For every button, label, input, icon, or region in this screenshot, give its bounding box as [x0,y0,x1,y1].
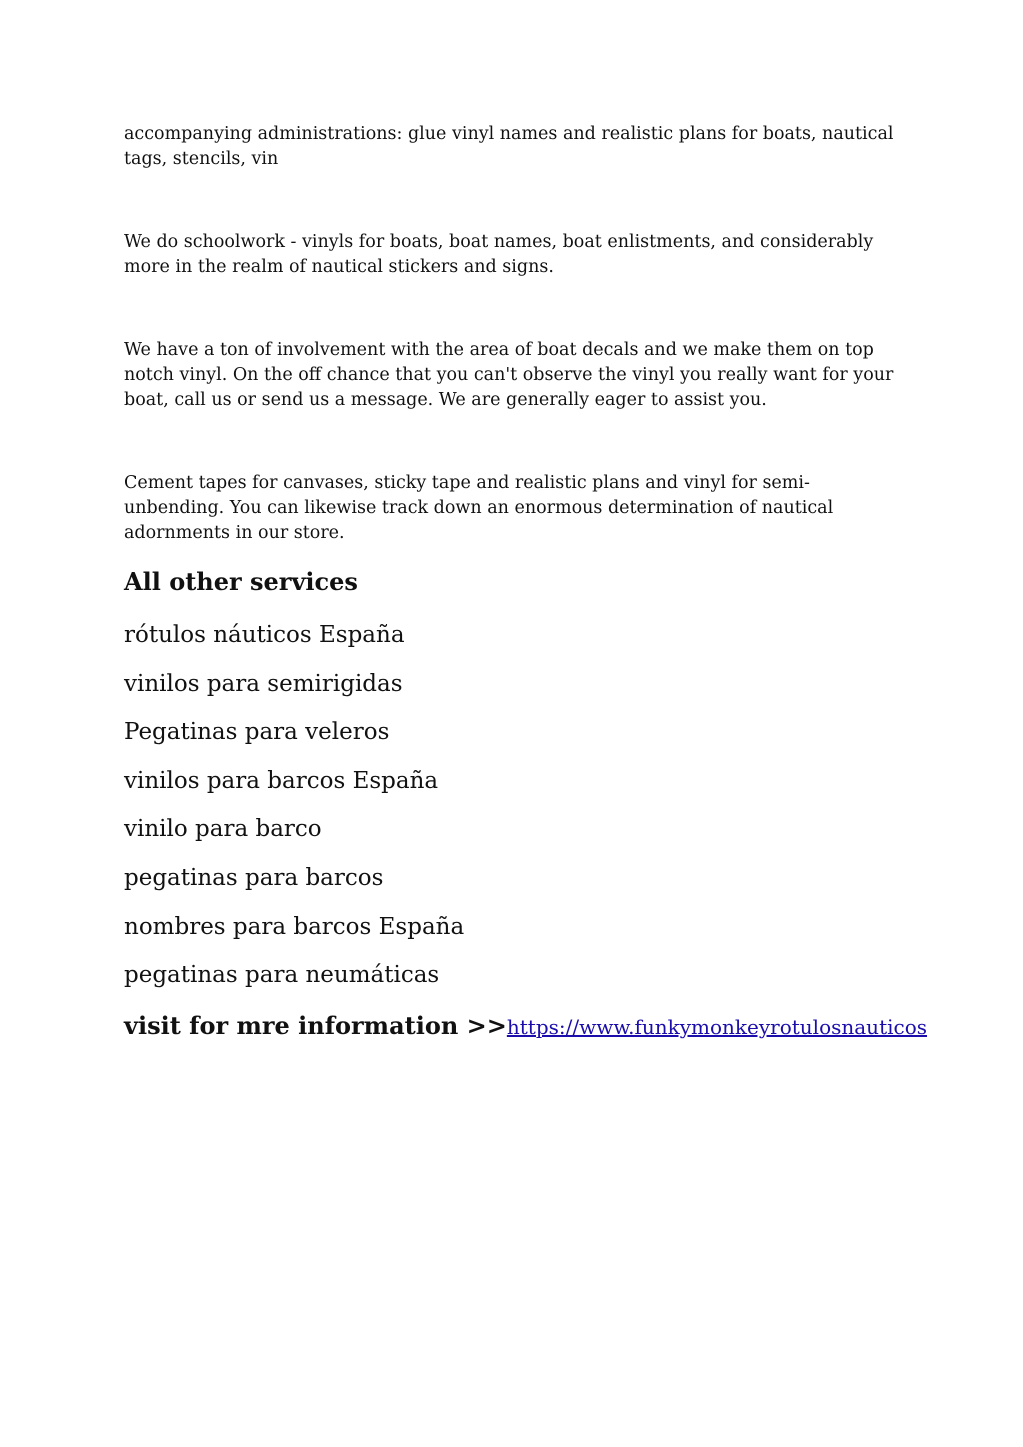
service-item: pegatinas para barcos [124,864,384,891]
service-item: nombres para barcos España [124,913,465,940]
website-link[interactable]: https://www.funkymonkeyrotulosnauticos [506,1014,928,1039]
visit-line [124,1002,928,1053]
intro-paragraph-2: We do schoolwork - vinyls for boats, boat names, boat enlistments, and considerably more in the realm of nautical stickers and signs. [124,232,874,277]
services-heading: All other services [124,567,358,596]
services-list [124,611,904,1000]
intro-paragraph-3: We have a ton of involvement with the area of boat decals and we make them on top notch vinyl. On the off chance that you can't observe the vinyl you really want for your boat, call us or send us a message. We are generally eager to assist you. [124,340,894,410]
intro-paragraph-1: accompanying administrations: glue vinyl names and realistic plans for boats, nautical tags, stencils, vin [124,124,894,169]
document-page [124,122,928,1053]
intro-paragraph-4: Cement tapes for canvases, sticky tape and realistic plans and vinyl for semi-unbending. You can likewise track down an enormous determination of nautical adornments in our store. [124,473,834,543]
service-item: pegatinas para neumáticas [124,962,440,989]
service-item: rótulos náuticos España [124,622,405,648]
service-item: vinilos para barcos España [124,767,439,794]
service-item: vinilos para semirigidas [124,670,403,697]
visit-label: visit for mre information >> [124,1010,507,1040]
service-item: Pegatinas para veleros [124,719,390,746]
service-item: vinilo para barco [124,816,322,843]
